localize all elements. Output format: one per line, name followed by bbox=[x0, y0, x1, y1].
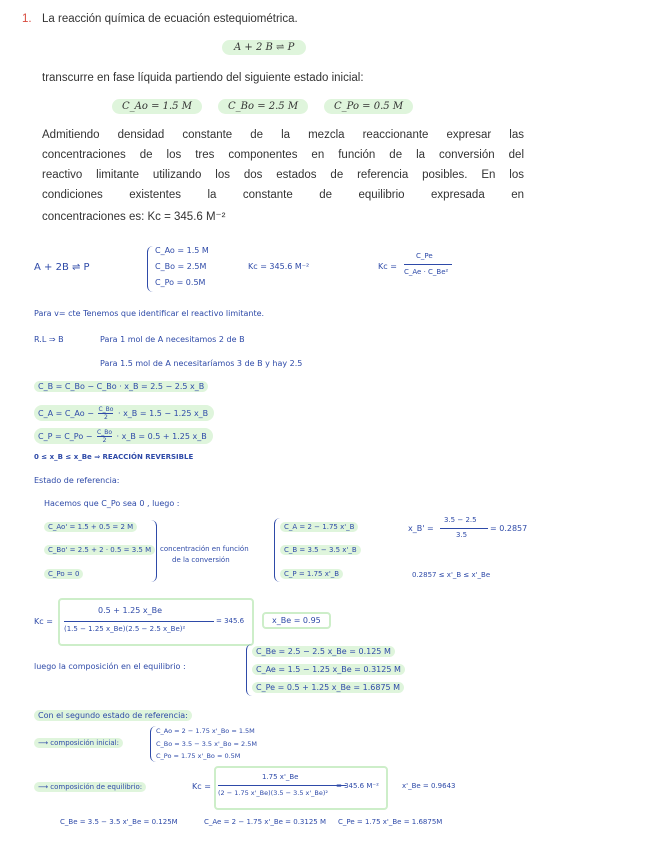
note-luego: luego la composición en el equilibrio : bbox=[34, 662, 186, 671]
initial-state-line: transcurre en fase líquida partiendo del siguiente estado inicial: bbox=[42, 72, 364, 84]
note-kc2-num: 0.5 + 1.25 x_Be bbox=[98, 606, 163, 615]
note-conc-fn-2: de la conversión bbox=[172, 556, 230, 564]
note-eqc-p: C_Pe = 0.5 + 1.25 x_Be = 1.6875 M bbox=[252, 682, 404, 693]
initial-conc-b: C_Bo = 2.5 M bbox=[218, 99, 308, 114]
note-kc2-lhs: Kc = bbox=[34, 617, 53, 626]
note-xbe2: x'_Be = 0.9643 bbox=[402, 782, 456, 790]
problem-number: 1. bbox=[22, 13, 32, 25]
note-eqc-a: C_Ae = 1.5 − 1.25 x_Be = 0.3125 M bbox=[252, 664, 405, 675]
problem-para-line-2: concentraciones de los tres componentes en función de la conversión del bbox=[42, 149, 524, 161]
note-kc-value: Kc = 345.6 M⁻² bbox=[248, 262, 310, 271]
note-inequality: 0 ≤ x_B ≤ x_Be ⇒ REACCIÓN REVERSIBLE bbox=[34, 453, 194, 461]
note-kc2-rhs: = 345.6 bbox=[216, 617, 245, 625]
note-comp-eq-label: ⟶ composición de equilibrio: bbox=[34, 782, 146, 792]
note-kc-expr-den: C_Ae · C_Be² bbox=[404, 268, 449, 276]
note-comp-ini-label: ⟶ composición inicial: bbox=[34, 738, 123, 748]
note-kc-expr-lhs: Kc = bbox=[378, 262, 397, 271]
note-eq-b: C_B = C_Bo − C_Bo · x_B = 2.5 − 2.5 x_B bbox=[34, 381, 208, 392]
note-init-b: C_Bo = 2.5M bbox=[155, 262, 207, 271]
note-eq-p bbox=[34, 428, 213, 444]
note-fn-b: C_B = 3.5 − 3.5 x'_B bbox=[280, 545, 361, 555]
note-rl-label: R.L ⇒ B bbox=[34, 335, 64, 344]
note-init-a: C_Ao = 1.5 M bbox=[155, 246, 209, 255]
note-kc2-den: (1.5 − 1.25 x_Be)(2.5 − 2.5 x_Be)² bbox=[64, 625, 186, 633]
problem-para-line-4: condiciones existentes la constante de equilibrio expresada en bbox=[42, 189, 524, 201]
reaction-equation: A + 2 B ⇌ P bbox=[222, 40, 306, 55]
note-eq-a-frac-den: 2 bbox=[104, 414, 108, 421]
note-kc3-lhs: Kc = bbox=[192, 782, 211, 791]
note-xb-lhs: x_B' = bbox=[408, 524, 434, 533]
note-estado-ref: Estado de referencia: bbox=[34, 476, 120, 485]
problem-para-line-5: concentraciones es: Kc = 345.6 M⁻² bbox=[42, 211, 226, 223]
note-reaction: A + 2B ⇌ P bbox=[34, 262, 90, 273]
note-fn-p: C_P = 1.75 x'_B bbox=[280, 569, 343, 579]
note-ref-a: C_Ao' = 1.5 + 0.5 = 2 M bbox=[44, 522, 137, 532]
note-eq-p-pre: C_P = C_Po − bbox=[38, 432, 93, 441]
note-ref-p: C_Po = 0 bbox=[44, 569, 83, 579]
note-kc-expr-num: C_Pe bbox=[416, 252, 433, 260]
note-eq-a bbox=[34, 405, 214, 421]
problem-para-line-1: Admitiendo densidad constante de la mezcla reaccionante expresar las bbox=[42, 129, 524, 141]
note-kc3-den: (2 − 1.75 x'_Be)(3.5 − 3.5 x'_Be)² bbox=[218, 789, 329, 797]
initial-conc-p: C_Po = 0.5 M bbox=[324, 99, 413, 114]
note-eq-p-frac-den: 2 bbox=[102, 437, 107, 444]
note-xb-range: 0.2857 ≤ x'_B ≤ x'_Be bbox=[412, 571, 491, 579]
note-xb-num: 3.5 − 2.5 bbox=[444, 516, 477, 524]
note-eq-p-frac-num: C_Bo bbox=[97, 429, 112, 436]
note-para-vcte: Para v= cte Tenemos que identificar el reactivo limitante. bbox=[34, 309, 265, 318]
note-init-p: C_Po = 0.5M bbox=[155, 278, 206, 287]
note-eq-a-pre: C_A = C_Ao − bbox=[38, 409, 94, 418]
note-xbe: x_Be = 0.95 bbox=[262, 612, 331, 629]
note-final-a: C_Ae = 2 − 1.75 x'_Be = 0.3125 M bbox=[204, 818, 327, 826]
note-segundo: Con el segundo estado de referencia: bbox=[34, 710, 192, 721]
note-rl-line-1: Para 1 mol de A necesitamos 2 de B bbox=[100, 335, 245, 344]
note-ref-b: C_Bo' = 2.5 + 2 · 0.5 = 3.5 M bbox=[44, 545, 155, 555]
note-ci-a: C_Ao = 2 − 1.75 x'_Bo = 1.5M bbox=[156, 727, 255, 735]
note-hacemos: Hacemos que C_Po sea 0 , luego : bbox=[44, 499, 180, 508]
note-xb-den: 3.5 bbox=[456, 531, 468, 539]
note-kc3-num: 1.75 x'_Be bbox=[262, 773, 299, 781]
note-eq-a-post: · x_B = 1.5 − 1.25 x_B bbox=[117, 409, 209, 418]
note-fn-a: C_A = 2 − 1.75 x'_B bbox=[280, 522, 358, 532]
note-rl-line-2: Para 1.5 mol de A necesitaríamos 3 de B y hay 2.5 bbox=[100, 359, 303, 368]
note-conc-fn-1: concentración en función bbox=[160, 545, 249, 553]
note-kc3-rhs: = 345.6 M⁻² bbox=[336, 782, 379, 790]
initial-conc-a: C_Ao = 1.5 M bbox=[112, 99, 202, 114]
note-ci-p: C_Po = 1.75 x'_Bo = 0.5M bbox=[156, 752, 241, 760]
note-ci-b: C_Bo = 3.5 − 3.5 x'_Bo = 2.5M bbox=[156, 740, 257, 748]
problem-para-line-3: reactivo limitante utilizando los dos estados de referencia posibles. En los bbox=[42, 169, 524, 181]
problem-title: La reacción química de ecuación estequiométrica. bbox=[42, 13, 298, 25]
note-eq-p-post: · x_B = 0.5 + 1.25 x_B bbox=[116, 432, 207, 441]
note-eqc-b: C_Be = 2.5 − 2.5 x_Be = 0.125 M bbox=[252, 646, 395, 657]
note-xb-value: = 0.2857 bbox=[490, 524, 528, 533]
note-eq-a-frac-num: C_Bo bbox=[98, 406, 114, 413]
note-final-p: C_Pe = 1.75 x'_Be = 1.6875M bbox=[338, 818, 443, 826]
note-final-b: C_Be = 3.5 − 3.5 x'_Be = 0.125M bbox=[60, 818, 178, 826]
